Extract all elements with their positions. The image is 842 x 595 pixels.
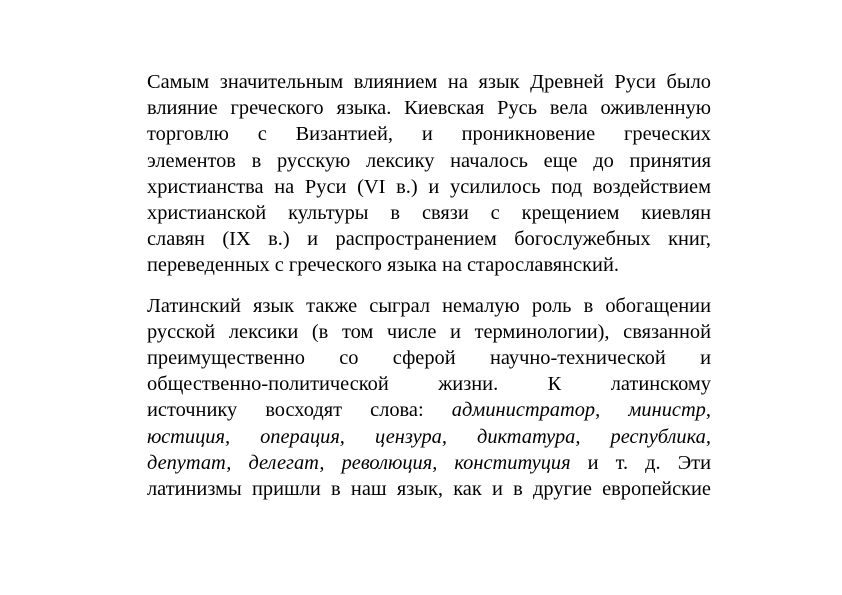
text-line: преимущественно со сферой научно-технической и xyxy=(147,347,711,370)
latin-term: делегат, xyxy=(248,451,325,474)
latin-term: конституция xyxy=(454,451,571,474)
latin-term: депутат, xyxy=(147,451,232,474)
text-line: Латинский язык также сыграл немалую роль в обогащении xyxy=(147,294,711,317)
paragraph-latin-influence xyxy=(147,293,711,503)
latin-term: революция, xyxy=(341,451,438,474)
text-line: переведенных с греческого языка на старославянский. xyxy=(147,254,619,277)
latin-term: администратор, xyxy=(451,399,601,422)
text-line: элементов в русскую лексику началось еще до принятия xyxy=(147,149,711,172)
paragraph-greek-influence xyxy=(147,69,711,279)
text-line xyxy=(147,397,711,423)
line-text: источнику восходят слова: xyxy=(147,399,424,422)
text-line: русской лексики (в том числе и терминологии), связанной xyxy=(147,320,711,343)
document-text xyxy=(147,69,711,502)
text-line: латинизмы пришли в наш язык, как и в другие европейские xyxy=(147,478,711,501)
text-line xyxy=(147,424,711,450)
text-line: христианства на Руси (VI в.) и усилилось под воздействием xyxy=(147,175,711,198)
latin-term: республика, xyxy=(610,425,711,448)
latin-term: министр, xyxy=(628,399,711,422)
latin-term: юстиция, xyxy=(147,425,231,448)
text-line: влияние греческого языка. Киевская Русь вела оживленную xyxy=(147,97,711,120)
latin-term: операция, xyxy=(260,425,345,448)
text-line: Самым значительным влиянием на язык Древней Руси было xyxy=(147,71,711,93)
text-line xyxy=(147,450,711,476)
text-line: торговлю с Византией, и проникновение греческих xyxy=(147,123,711,146)
text-line: христианской культуры в связи с крещением киевлян xyxy=(147,202,711,225)
text-line: славян (IX в.) и распространением богослужебных книг, xyxy=(147,228,711,251)
line-text: и т. д. Эти xyxy=(587,451,712,474)
latin-term: диктатура, xyxy=(477,425,581,448)
latin-term: цензура, xyxy=(374,425,447,448)
text-line: общественно-политической жизни. К латинскому xyxy=(147,373,711,396)
